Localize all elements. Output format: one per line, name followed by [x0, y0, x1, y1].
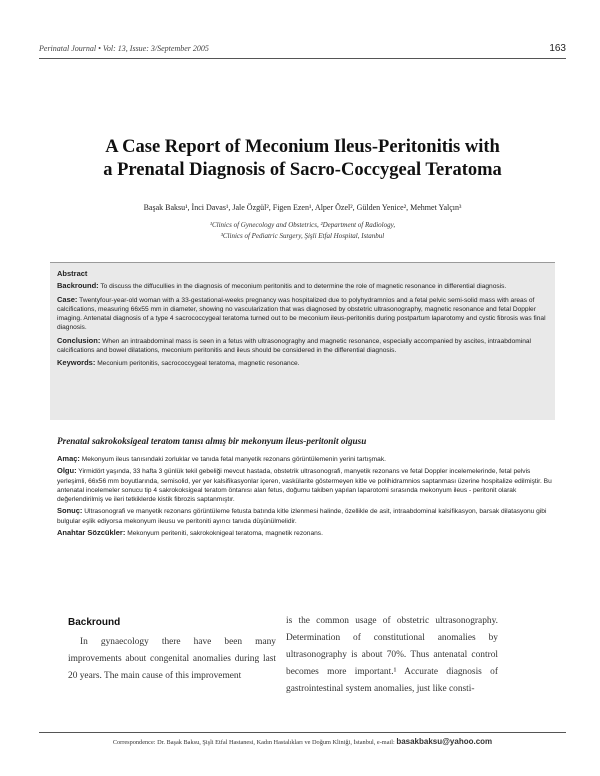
- turkish-conclusion: [57, 506, 555, 526]
- author-list: Başak Baksu¹, İnci Davas¹, Jale Özgül², Figen Ezen¹, Alper Özel², Gülden Yenice², Mehmet Yalçın³: [143, 203, 462, 212]
- affiliation-line-2: ³Clinics of Pediatric Surgery, Şişli Etfal Hospital, Istanbul: [220, 231, 385, 240]
- turkish-case: [57, 466, 555, 504]
- abstract-keywords-label: Keywords:: [57, 358, 96, 368]
- title-line-2: a Prenatal Diagnosis of Sacro-Coccygeal Teratoma: [103, 160, 502, 180]
- abstract-keywords-text: Meconium peritonitis, sacrococcygeal teratoma, magnetic resonance.: [97, 360, 300, 368]
- turkish-title: Prenatal sakrokoksigeal teratom tanısı almış bir mekonyum ileus-peritonit olgusu: [57, 436, 367, 446]
- article-title: [39, 136, 566, 182]
- abstract-keywords: [57, 358, 548, 368]
- turkish-keywords-label: Anahtar Sözcükler:: [57, 528, 126, 538]
- affiliations: [39, 220, 566, 241]
- abstract-conclusion-text: When an intraabdominal mass is seen in a fetus with ultrasonograghy and magnetic resonance, especially accompanied by ascites, intraabdominal calcifications and bowel dilatations, meconium peritonitis and ileus should be considered in the differential diagnosis.: [57, 337, 532, 355]
- abstract-conclusion: [57, 336, 548, 356]
- abstract-background-label: Backround:: [57, 281, 99, 291]
- abstract-box: [50, 262, 555, 420]
- abstract-background: [57, 281, 548, 291]
- journal-running-head: Perinatal Journal • Vol: 13, Issue: 3/September 2005: [39, 44, 209, 53]
- abstract-background-text: To discuss the diffucullies in the diagnosis of meconium peritonitis and to determine the role of magnetic resonance in differential diagnosis.: [100, 283, 507, 291]
- turkish-conclusion-label: Sonuç:: [57, 506, 83, 516]
- abstract-case-label: Case:: [57, 294, 78, 304]
- running-header: [39, 43, 566, 59]
- abstract-case: [57, 295, 548, 333]
- affiliation-line-1: ¹Clinics of Gynecology and Obstetrics, ²Department of Radiology,: [209, 221, 396, 229]
- correspondence-text: Correspondence: Dr. Başak Baksu, Şişli Etfal Hastanesi, Kadın Hastalıkları ve Doğum Kliniği, İstanbul, e-mail:: [112, 739, 395, 746]
- body-paragraph-right: is the common usage of obstetric ultrasonography. Determination of constitutional anomalies by ultrasonography is about 70%. Thus antenatal control becomes more important.¹ Accurate diagnosis of gastrointestinal system anomalies, just like consti-: [286, 616, 498, 694]
- body-column-right: [286, 613, 498, 698]
- body-column-left: [68, 617, 276, 685]
- page-number: 163: [549, 43, 566, 54]
- correspondence-email: basakbaksu@yahoo.com: [396, 737, 493, 746]
- title-line-1: A Case Report of Meconium Ileus-Peritonitis with: [105, 137, 500, 157]
- abstract-case-text: Twentyfour-year-old woman with a 33-gestational-weeks pregnancy was hospitalized due to polyhydramnios and a fetal pelvic semi-solid mass with areas of calcifications, measuring 66x55 mm in diameter, showing no vascularization that was diagnosed by obstetric ultrasonography, magnetic resonance and fetal Doppler imaging. Antenatal diagnosis of a type 4 sacrococcygeal teratoma turned out to be meconium ileus-peritonitis during postpartum laparotomy and cystic fibrosis was final diagnosis.: [57, 296, 546, 332]
- abstract-heading: Abstract: [57, 269, 88, 278]
- correspondence-footer: [39, 732, 566, 746]
- turkish-case-label: Olgu:: [57, 466, 77, 476]
- turkish-aim: [57, 454, 555, 464]
- section-heading-background: Backround: [68, 617, 121, 628]
- turkish-conclusion-text: Ultrasonografi ve manyetik rezonans görüntüleme fetusta batında kitle izlenmesi halinde, özellikle de asit, intraabdominal kalsifikasyon, barsak dilatasyonu gibi bulgular eşlik ediyorsa mekonyum ileusu ve peritoniti ayırıcı tanıda düşünülmelidir.: [57, 508, 547, 525]
- turkish-keywords: [57, 528, 555, 538]
- turkish-keywords-text: Mekonyum periteniti, sakrokoknigeal teratoma, magnetik rezonans.: [127, 530, 323, 538]
- turkish-abstract: [57, 454, 555, 540]
- abstract-conclusion-label: Conclusion:: [57, 335, 101, 345]
- turkish-aim-text: Mekonyum ileus tanısındaki zorluklar ve tanıda fetal manyetik rezonans görüntülemenin yerini tartışmak.: [81, 456, 386, 463]
- body-paragraph-left: In gynaecology there have been many improvements about congenital anomalies during last 20 years. The main cause of this improvement: [68, 637, 276, 681]
- turkish-case-text: Yirmidört yaşında, 33 hafta 3 günlük tekil gebeliği mevcut hastada, obstetrik ultrasonografi, manyetik rezonans ve fetal Doppler incelemelerinde, fetal pelvis yerleşimli, 66x56 mm boyutlarında, semisolid, yer yer kalsifikasyonlar içeren, vaskülarite göstermeyen kitle ve polihidramnios saptanması üzerine hospitalize edilmiştir. Bu antenatal incelemeler sonucu tip 4 sakrokoksigeal teratom öntanısı alan fetus, doğumu takiben yapılan laparotomi sırasında mekonyum ileus - peritonit olarak değerlendirilmiş ve ileri tetkiklerde kistik fibrozis saptanmıştır.: [57, 468, 552, 504]
- turkish-aim-label: Amaç:: [57, 454, 80, 463]
